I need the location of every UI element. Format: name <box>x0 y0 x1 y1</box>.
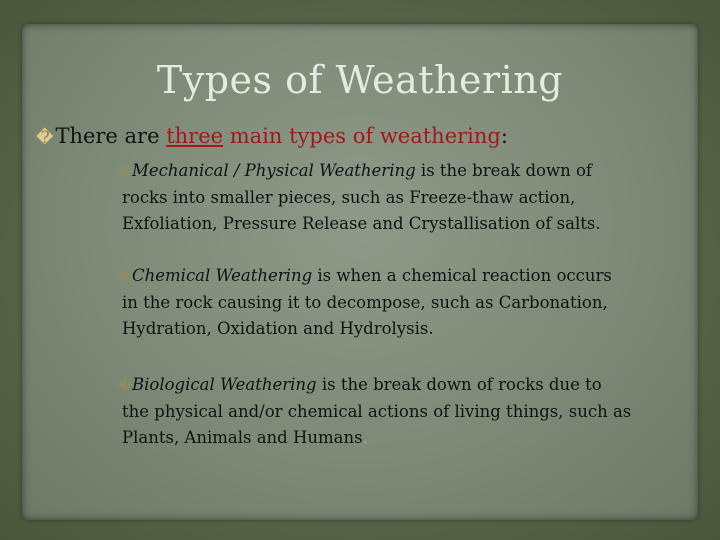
list-item-mechanical <box>118 158 688 237</box>
item-line-2: rocks into smaller pieces, such as Freeze-thaw action, <box>122 188 576 207</box>
item-line-1 <box>118 263 688 290</box>
bullet-icon: � <box>36 128 54 148</box>
slide-title: Types of Weathering <box>156 58 564 102</box>
list-item-biological <box>118 372 688 451</box>
intro-prefix: There are <box>55 124 167 148</box>
intro-rest: main types of weathering <box>229 124 501 148</box>
item-term: Biological Weathering <box>132 375 317 394</box>
item-line-3: Hydration, Oxidation and Hydrolysis. <box>122 319 434 338</box>
item-text: is the break down of <box>415 161 592 180</box>
item-term: Chemical Weathering <box>132 266 313 285</box>
intro-space <box>223 124 230 148</box>
item-line-1 <box>118 158 688 185</box>
bullet-icon: � <box>118 378 133 394</box>
intro-colon: : <box>500 124 508 148</box>
item-period: . <box>362 428 368 447</box>
item-text: Plants, Animals and Humans <box>122 428 363 447</box>
bullet-icon: � <box>118 269 133 285</box>
item-term: Mechanical / Physical Weathering <box>132 161 416 180</box>
intro-three: three <box>166 124 224 148</box>
item-line-3: Exfoliation, Pressure Release and Crystallisation of salts. <box>122 214 601 233</box>
item-line-2: the physical and/or chemical actions of living things, such as <box>122 402 632 421</box>
list-item-chemical <box>118 263 688 342</box>
intro-line <box>36 124 676 148</box>
item-line-3 <box>118 425 688 451</box>
bullet-icon: � <box>118 164 133 180</box>
item-line-1 <box>118 372 688 399</box>
item-text: is the break down of rocks due to <box>316 375 602 394</box>
item-line-2: in the rock causing it to decompose, such as Carbonation, <box>122 293 608 312</box>
item-text: is when a chemical reaction occurs <box>312 266 612 285</box>
